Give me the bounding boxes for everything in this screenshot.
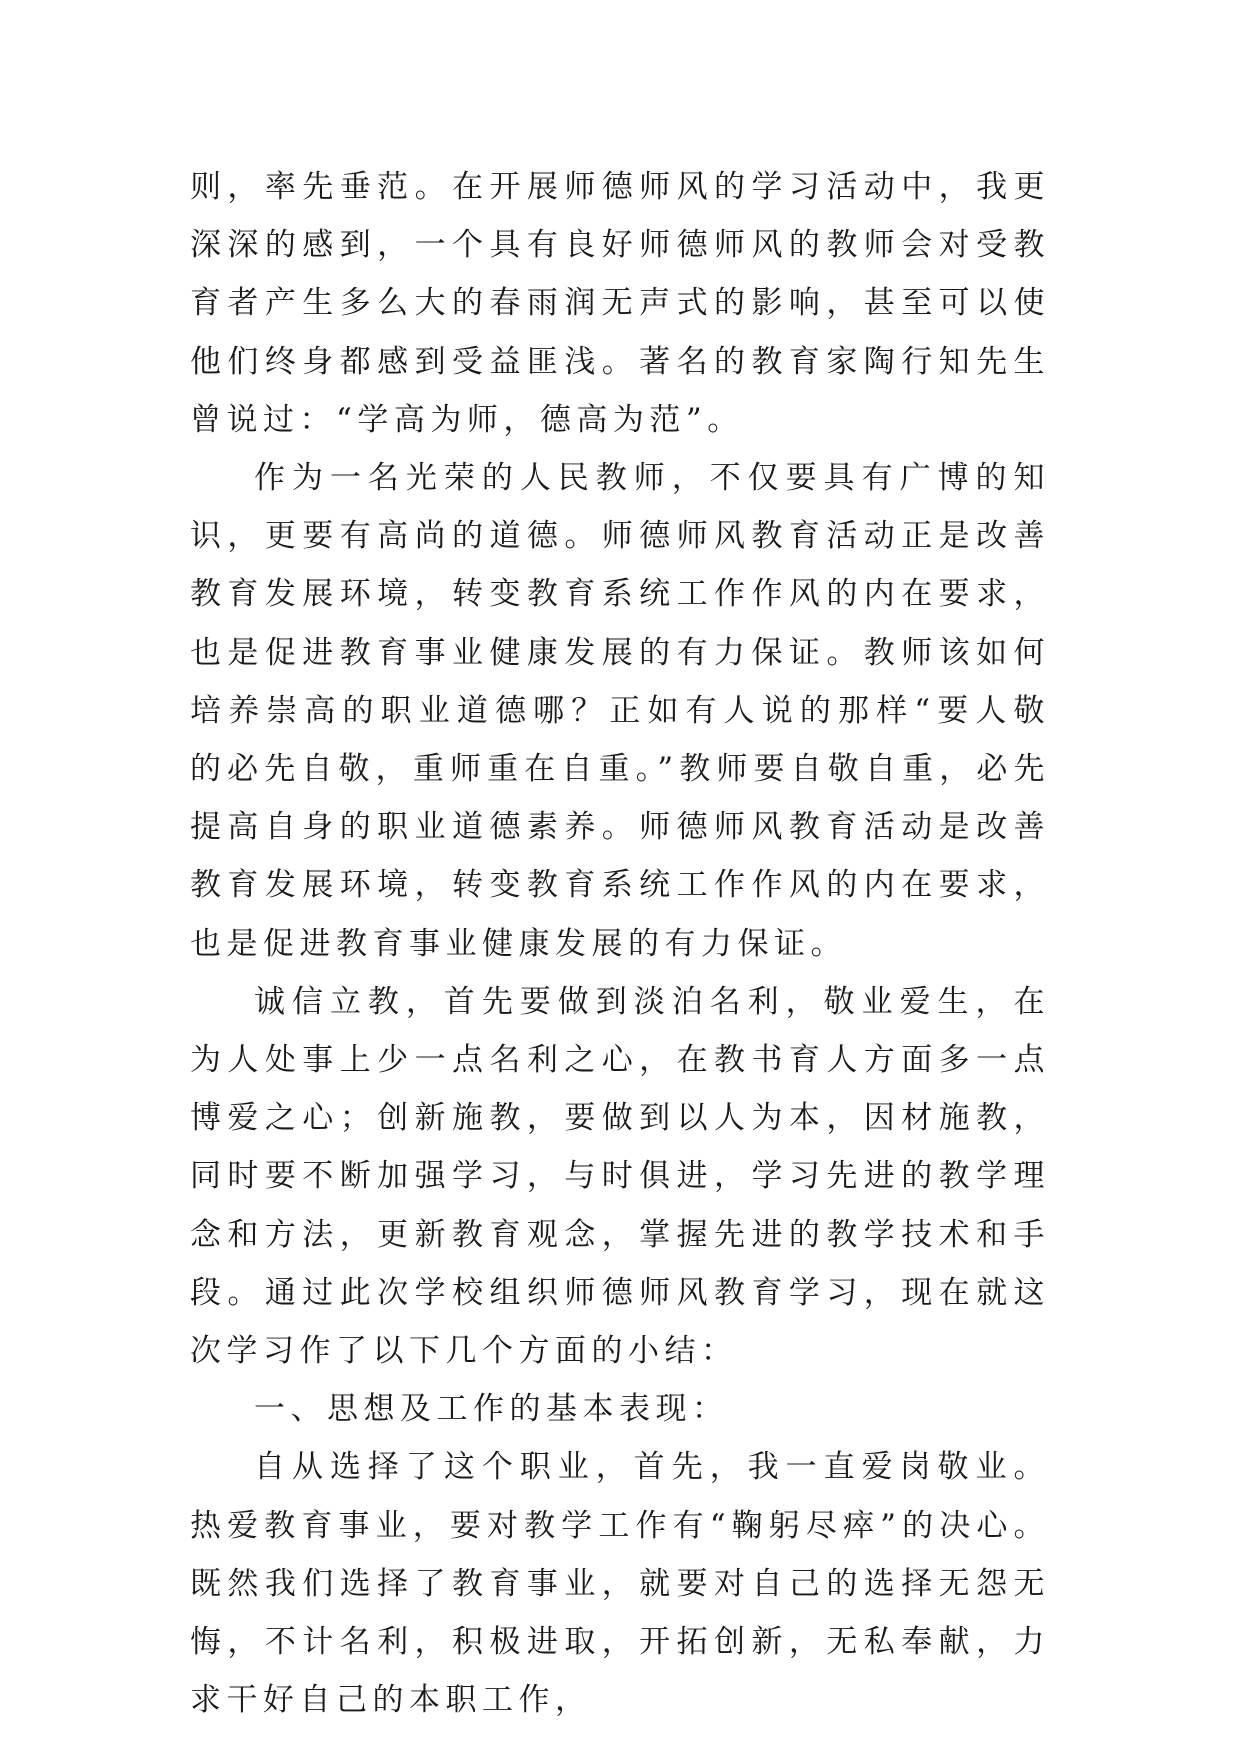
- paragraph-3: 诚信立教，首先要做到淡泊名利，敬业爱生，在为人处事上少一点名利之心，在教书育人方面多一点博爱之心；创新施教，要做到以人为本，因材施教，同时要不断加强学习，与时俱进，学习先进的教学理念和方法，更新教育观念，掌握先进的教学技术和手段。通过此次学校组织师德师风教育学习，现在就这次学习作了以下几个方面的小结：: [190, 983, 1050, 1370]
- document-body: [190, 158, 1050, 1729]
- paragraph-1: 则，率先垂范。在开展师德师风的学习活动中，我更深深的感到，一个具有良好师德师风的教师会对受教育者产生多么大的春雨润无声式的影响，甚至可以使他们终身都感到受益匪浅。著名的教育家陶行知先生曾说过：“学高为师，德高为范”。: [190, 169, 1050, 438]
- paragraph-2: 作为一名光荣的人民教师，不仅要具有广博的知识，更要有高尚的道德。师德师风教育活动正是改善教育发展环境，转变教育系统工作作风的内在要求，也是促进教育事业健康发展的有力保证。教师该如何培养崇高的职业道德哪？正如有人说的那样“要人敬的必先自敬，重师重在自重。”教师要自敬自重，必先提高自身的职业道德素养。师德师风教育活动是改善教育发展环境，转变教育系统工作作风的内在要求，也是促进教育事业健康发展的有力保证。: [190, 460, 1050, 962]
- paragraph-4: 自从选择了这个职业，首先，我一直爱岗敬业。热爱教育事业，要对教学工作有“鞠躬尽瘁”的决心。既然我们选择了教育事业，就要对自己的选择无怨无悔，不计名利，积极进取，开拓创新，无私奉献，力求干好自己的本职工作，: [190, 1449, 1050, 1719]
- section-heading-1: 一、思想及工作的基本表现：: [254, 1391, 729, 1428]
